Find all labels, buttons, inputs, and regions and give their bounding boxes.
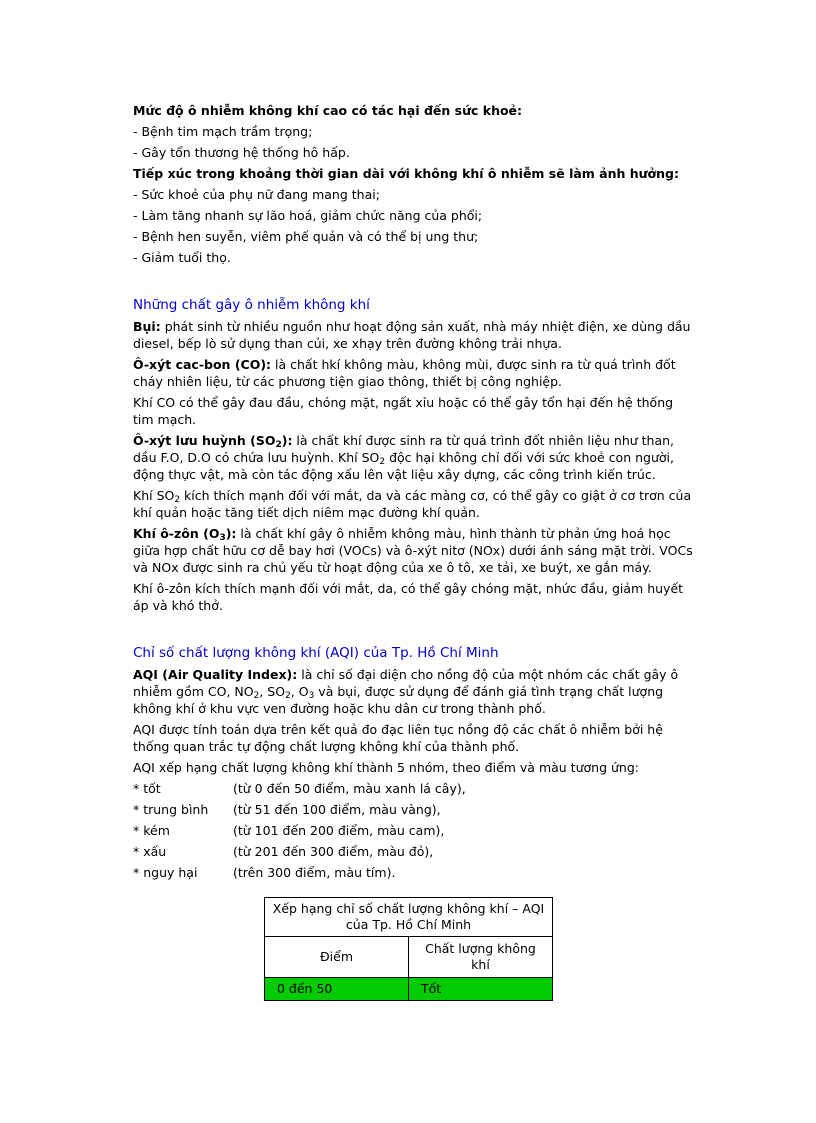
so2-effect-paragraph: Khí $SO_2$ kích thích mạnh đối với mắt, da và các màng cơ, có thể gây co giật ở cơ trơn của khí quản hoặc tăng tiết dịch niêm mạc đường khí quản.: [133, 488, 692, 520]
aqi-level: * trung bình (từ 51 đến 100 điểm, màu vàng),: [133, 802, 441, 817]
list-item: - Bệnh tim mạch trầm trọng;: [133, 124, 313, 139]
document-body: [133, 102, 693, 885]
aqi-level: * xấu (từ 201 đến 300 điểm, màu đỏ),: [133, 844, 434, 859]
list-item: - Gây tổn thương hệ thống hô hấp.: [133, 145, 350, 160]
aqi-title: Chỉ số chất lượng không khí (AQI) của Tp. Hồ Chí Minh: [133, 645, 499, 661]
aqi-calculation: AQI được tính toán dựa trên kết quả đo đạc liên tục nồng độ các chất ô nhiễm bởi hệ thống quan trắc tự động chất lượng không khí của thành phố.: [133, 722, 663, 754]
table-caption: Xếp hạng chỉ số chất lượng không khí – AQI của Tp. Hồ Chí Minh: [265, 898, 553, 937]
table-header-score: Điểm: [265, 937, 409, 978]
co-paragraph: Ô-xýt cac-bon (CO): là chất hkí không màu, không mùi, được sinh ra từ quá trình đốt cháy nhiên liệu, từ các phương tiện giao thông, thiết bị công nghiệp.: [133, 357, 676, 389]
co-effect-paragraph: Khí CO có thể gây đau đầu, chóng mặt, ngất xỉu hoặc có thể gây tổn hại đến hệ thống tim mạch.: [133, 395, 674, 427]
long-exposure-heading: Tiếp xúc trong khoảng thời gian dài với không khí ô nhiễm sẽ làm ảnh hưởng:: [133, 166, 679, 181]
aqi-level: * tốt (từ 0 đến 50 điểm, màu xanh lá cây),: [133, 781, 466, 796]
dust-paragraph: Bụi: phát sinh từ nhiều nguồn như hoạt động sản xuất, nhà máy nhiệt điện, xe dùng dầu diesel, bếp lò sử dụng than củi, xe xhạy trên đường không trải nhựa.: [133, 319, 691, 351]
list-item: - Sức khoẻ của phụ nữ đang mang thai;: [133, 187, 380, 202]
pollutants-title: Những chất gây ô nhiễm không khí: [133, 297, 370, 313]
list-item: - Bệnh hen suyễn, viêm phế quản và có thể bị ung thư;: [133, 229, 479, 244]
aqi-table: [264, 897, 553, 1001]
aqi-level: * nguy hại (trên 300 điểm, màu tím).: [133, 865, 396, 880]
so2-paragraph: Ô-xýt lưu huỳnh $(SO_2)$: là chất khí được sinh ra từ quá trình đốt nhiên liệu như than, dầu F.O, D.O có chứa lưu huỳnh. Khí $SO_2$ độc hại không chỉ đối với sức khoẻ con người, động thực vật, mà còn tác động xấu lên vật liệu xây dựng, các công trình kiến trúc.: [133, 433, 675, 482]
o3-paragraph: Khí ô-zôn $(O_3)$: là chất khí gây ô nhiễm không màu, hình thành từ phản ứng hoá học giữa hợp chất hữu cơ dễ bay hơi (VOCs) và ô-xýt nitơ (NOx) dưới ánh sáng mặt trời. VOCs và NOx được sinh ra chủ yếu từ hoạt động của xe ô tô, xe tải, xe buýt, xe gắn máy.: [133, 526, 693, 575]
list-item: - Giảm tuổi thọ.: [133, 250, 231, 265]
table-cell-quality: Tốt: [409, 978, 553, 1001]
list-item: - Làm tăng nhanh sự lão hoá, giảm chức năng của phổi;: [133, 208, 483, 223]
table-cell-score: 0 đến 50: [265, 978, 409, 1001]
table-header-quality: Chất lượng không khí: [409, 937, 553, 978]
health-effects-heading: Mức độ ô nhiễm không khí cao có tác hại đến sức khoẻ:: [133, 103, 523, 118]
table-row: [265, 978, 553, 1001]
aqi-level: * kém (từ 101 đến 200 điểm, màu cam),: [133, 823, 445, 838]
o3-effect-paragraph: Khí ô-zôn kích thích mạnh đối với mắt, da, có thể gây chóng mặt, nhức đầu, giảm huyết áp và khó thở.: [133, 581, 684, 613]
aqi-ranking-intro: AQI xếp hạng chất lượng không khí thành 5 nhóm, theo điểm và màu tương ứng:: [133, 760, 639, 775]
aqi-definition: AQI (Air Quality Index): là chỉ số đại diện cho nồng độ của một nhóm các chất gây ô nhiễm gồm CO, $NO_2$, $SO_2$, $O_3$ và bụi, được sử dụng để đánh giá tình trạng chất lượng không khí ở khu vực ven đường hoặc khu dân cư trong thành phố.: [133, 667, 679, 716]
